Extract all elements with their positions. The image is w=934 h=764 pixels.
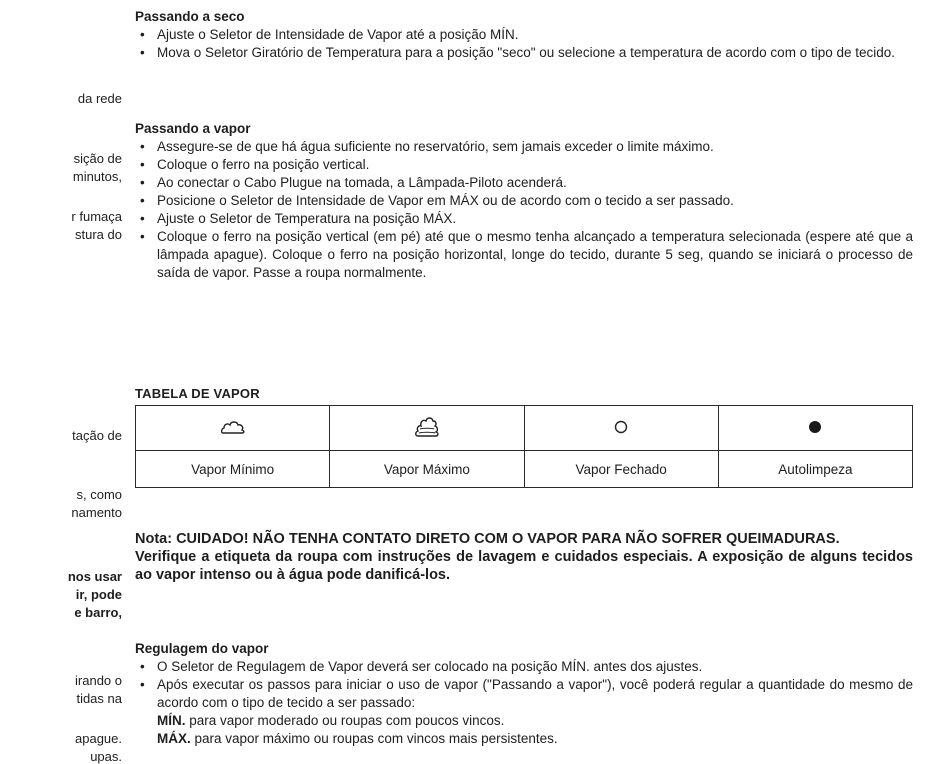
sub-item-key: MÍN. (157, 713, 186, 728)
sub-item-key: MÁX. (157, 731, 191, 746)
left-fragment: nos usar (67, 569, 122, 584)
steam-table-label: Autolimpeza (718, 451, 912, 488)
steam-table-label: Vapor Fechado (524, 451, 718, 488)
sub-item-min (157, 712, 913, 730)
list-item: • Ajuste o Seletor de Temperatura na posição MÁX. (135, 210, 913, 228)
list-item: • Coloque o ferro na posição vertical (em pé) até que o mesmo tenha alcançado a temperatura selecionada (espere até que a lâmpada apague). Coloque o ferro na posição horizontal, longe do tecido, durante 5 seg, quando se iniciará o processo de saída de vapor. Passe a roupa normalmente. (135, 228, 913, 282)
circle-open-icon (614, 420, 628, 434)
bullet-list (135, 138, 913, 282)
bullet-list (135, 26, 913, 62)
steam-table (135, 405, 913, 488)
steam-table-cell (136, 406, 330, 451)
list-item: • Mova o Seletor Giratório de Temperatura para a posição "seco" ou selecione a temperatura de acordo com o tipo de tecido. (135, 44, 913, 62)
section-passando-a-vapor (135, 120, 913, 282)
left-fragment: tação de (72, 428, 122, 443)
sub-item-text: para vapor máximo ou roupas com vincos mais persistentes. (190, 731, 558, 746)
list-item: • Assegure-se de que há água suficiente no reservatório, sem jamais exceder o limite máximo. (135, 138, 913, 156)
left-fragment: r fumaça (71, 209, 122, 224)
bullet-list (135, 658, 913, 712)
cloud-small-icon (220, 418, 246, 436)
section-title: Passando a seco (135, 9, 245, 24)
section-title: Regulagem do vapor (135, 641, 269, 656)
left-fragment: stura do (75, 227, 122, 242)
left-fragment: sição de (73, 151, 122, 166)
note-line-2: Verifique a etiqueta da roupa com instruções de lavagem e cuidados especiais. A exposição de alguns tecidos ao vapor intenso ou à água pode danificá-los. (135, 549, 913, 583)
left-fragment: tidas na (76, 691, 122, 706)
list-item: • Ao conectar o Cabo Plugue na tomada, a Lâmpada-Piloto acenderá. (135, 174, 913, 192)
left-fragment: namento (71, 505, 122, 520)
cloud-large-icon (414, 415, 440, 439)
list-item: • Após executar os passos para iniciar o uso de vapor ("Passando a vapor"), você poderá regular a quantidade do mesmo de acordo com o tipo de tecido a ser passado: (135, 676, 913, 712)
section-passando-a-seco (135, 8, 913, 62)
sub-item-text: para vapor moderado ou roupas com poucos vincos. (185, 713, 505, 728)
steam-table-title: TABELA DE VAPOR (135, 386, 260, 401)
steam-table-cell (524, 406, 718, 451)
steam-table-label: Vapor Máximo (330, 451, 524, 488)
left-fragment: s, como (76, 487, 122, 502)
left-fragment: irando o (75, 673, 122, 688)
list-item: • O Seletor de Regulagem de Vapor deverá ser colocado na posição MÍN. antes dos ajustes. (135, 658, 913, 676)
sub-item-max (157, 730, 913, 748)
section-title: Passando a vapor (135, 121, 251, 136)
steam-table-cell (718, 406, 912, 451)
left-fragment: da rede (77, 91, 122, 106)
list-item: • Ajuste o Seletor de Intensidade de Vapor até a posição MÍN. (135, 26, 913, 44)
steam-table-cell (330, 406, 524, 451)
left-fragment: ir, pode (75, 587, 122, 602)
sub-list (135, 712, 913, 748)
list-item: • Coloque o ferro na posição vertical. (135, 156, 913, 174)
left-fragment: e barro, (74, 605, 122, 620)
left-column-fragments (0, 0, 124, 764)
section-regulagem-do-vapor (135, 640, 913, 748)
warning-note (135, 530, 913, 584)
note-line-1: Nota: CUIDADO! NÃO TENHA CONTATO DIRETO COM O VAPOR PARA NÃO SOFRER QUEIMADURAS. (135, 531, 840, 547)
left-fragment: apague. (75, 731, 122, 746)
steam-table-label: Vapor Mínimo (136, 451, 330, 488)
list-item: • Posicione o Seletor de Intensidade de Vapor em MÁX ou de acordo com o tecido a ser passado. (135, 192, 913, 210)
circle-filled-icon (808, 420, 822, 434)
left-fragment: upas. (90, 749, 122, 764)
left-fragment: minutos, (72, 169, 122, 184)
